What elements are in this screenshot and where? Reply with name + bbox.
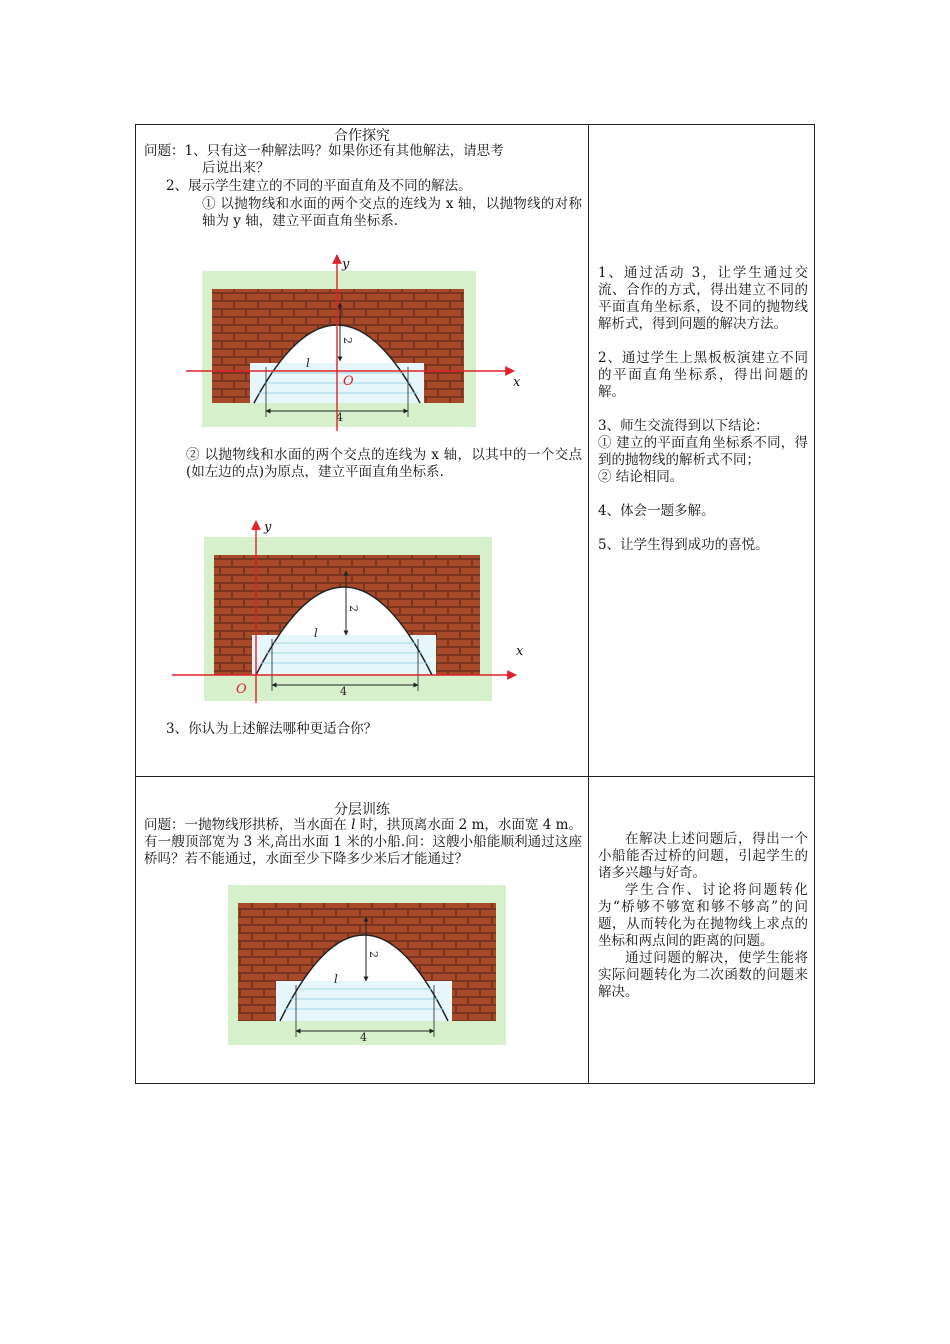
question-3: 3、你认为上述解法哪种更适合你？ (166, 721, 378, 737)
problem-water-symbol: l (351, 817, 356, 833)
question-1-line-2: 后说出来？ (202, 160, 270, 176)
origin-label: O (343, 374, 354, 389)
height-label: 2 (347, 605, 360, 612)
arch-figure-1 (186, 253, 536, 433)
note-4: 4、体会一题多解。 (598, 503, 715, 519)
y-axis-label: y (264, 520, 272, 535)
method-1-text: ① 以抛物线和水面的两个交点的连线为 x 轴，以抛物线的对称轴为 y 轴，建立平面直角坐标系. (202, 196, 582, 229)
origin-label: O (236, 682, 247, 697)
note-interest: 在解决上述问题后，得出一个小船能否过桥的问题，引起学生的诸多兴趣与好奇。 (598, 831, 808, 881)
teaching-notes-2 (598, 831, 808, 1001)
note-3-conclusion-2: ② 结论相同。 (598, 469, 684, 485)
note-transform: 学生合作、讨论将问题转化为“桥够不够宽和够不够高”的问题，从而转化为在抛物线上求点的坐标和两点间的距离的问题。 (598, 882, 808, 949)
x-axis-label: x (516, 644, 524, 659)
width-label: 4 (340, 685, 347, 698)
water-area (252, 635, 436, 675)
column-divider (588, 125, 589, 1083)
problem-text-part-2: 时，拱顶离水面 2 m，水面宽 4 m。有一艘顶部宽为 3 米,高出水面 1 米的小船.问：这艘小船能顺利通过这座桥吗？若不能通过，水面至少下降多少米后才能通过？ (144, 817, 582, 867)
row-divider (136, 776, 814, 777)
height-label: 2 (341, 337, 354, 344)
problem-text (144, 817, 582, 868)
height-label: 2 (367, 951, 380, 958)
y-axis-label: y (342, 257, 350, 272)
x-axis-label: x (513, 375, 521, 390)
water-level-label: l (334, 972, 338, 986)
lesson-table (135, 124, 815, 1084)
arch-figure-2 (172, 519, 532, 705)
width-label: 4 (336, 411, 343, 424)
water-area (276, 981, 452, 1021)
arch-figure-3 (228, 885, 508, 1047)
question-1-line-1: 问题：1、只有这一种解法吗？如果你还有其他解法，请思考 (144, 143, 504, 159)
water-level-label: l (314, 626, 318, 640)
note-3-conclusion-1: ① 建立的平面直角坐标系不同，得到的抛物线的解析式不同； (598, 435, 808, 468)
note-3-heading: 3、师生交流得到以下结论： (598, 418, 769, 434)
note-apply: 通过问题的解决，使学生能将实际问题转化为二次函数的问题来解决。 (598, 950, 808, 1000)
note-2: 2、通过学生上黑板板演建立不同的平面直角坐标系，得出问题的解。 (598, 350, 808, 400)
problem-text-part-1: 问题：一抛物线形拱桥，当水面在 (144, 817, 352, 833)
width-label: 4 (360, 1031, 367, 1044)
teaching-notes-1 (598, 265, 808, 571)
question-2: 2、展示学生建立的不同的平面直角及不同的解法。 (166, 178, 472, 194)
note-1: 1、通过活动 3，让学生通过交流、合作的方式，得出建立不同的平面直角坐标系，设不同的抛物线解析式，得到问题的解决方法。 (598, 265, 808, 332)
section-title-cooperative: 合作探究 (334, 128, 390, 144)
water-level-label: l (306, 356, 310, 370)
note-5: 5、让学生得到成功的喜悦。 (598, 537, 769, 553)
section-title-layered-training: 分层训练 (334, 802, 390, 818)
method-2-text: ② 以抛物线和水面的两个交点的连线为 x 轴，以其中的一个交点(如左边的点)为原点，建立平面直角坐标系. (186, 447, 582, 480)
